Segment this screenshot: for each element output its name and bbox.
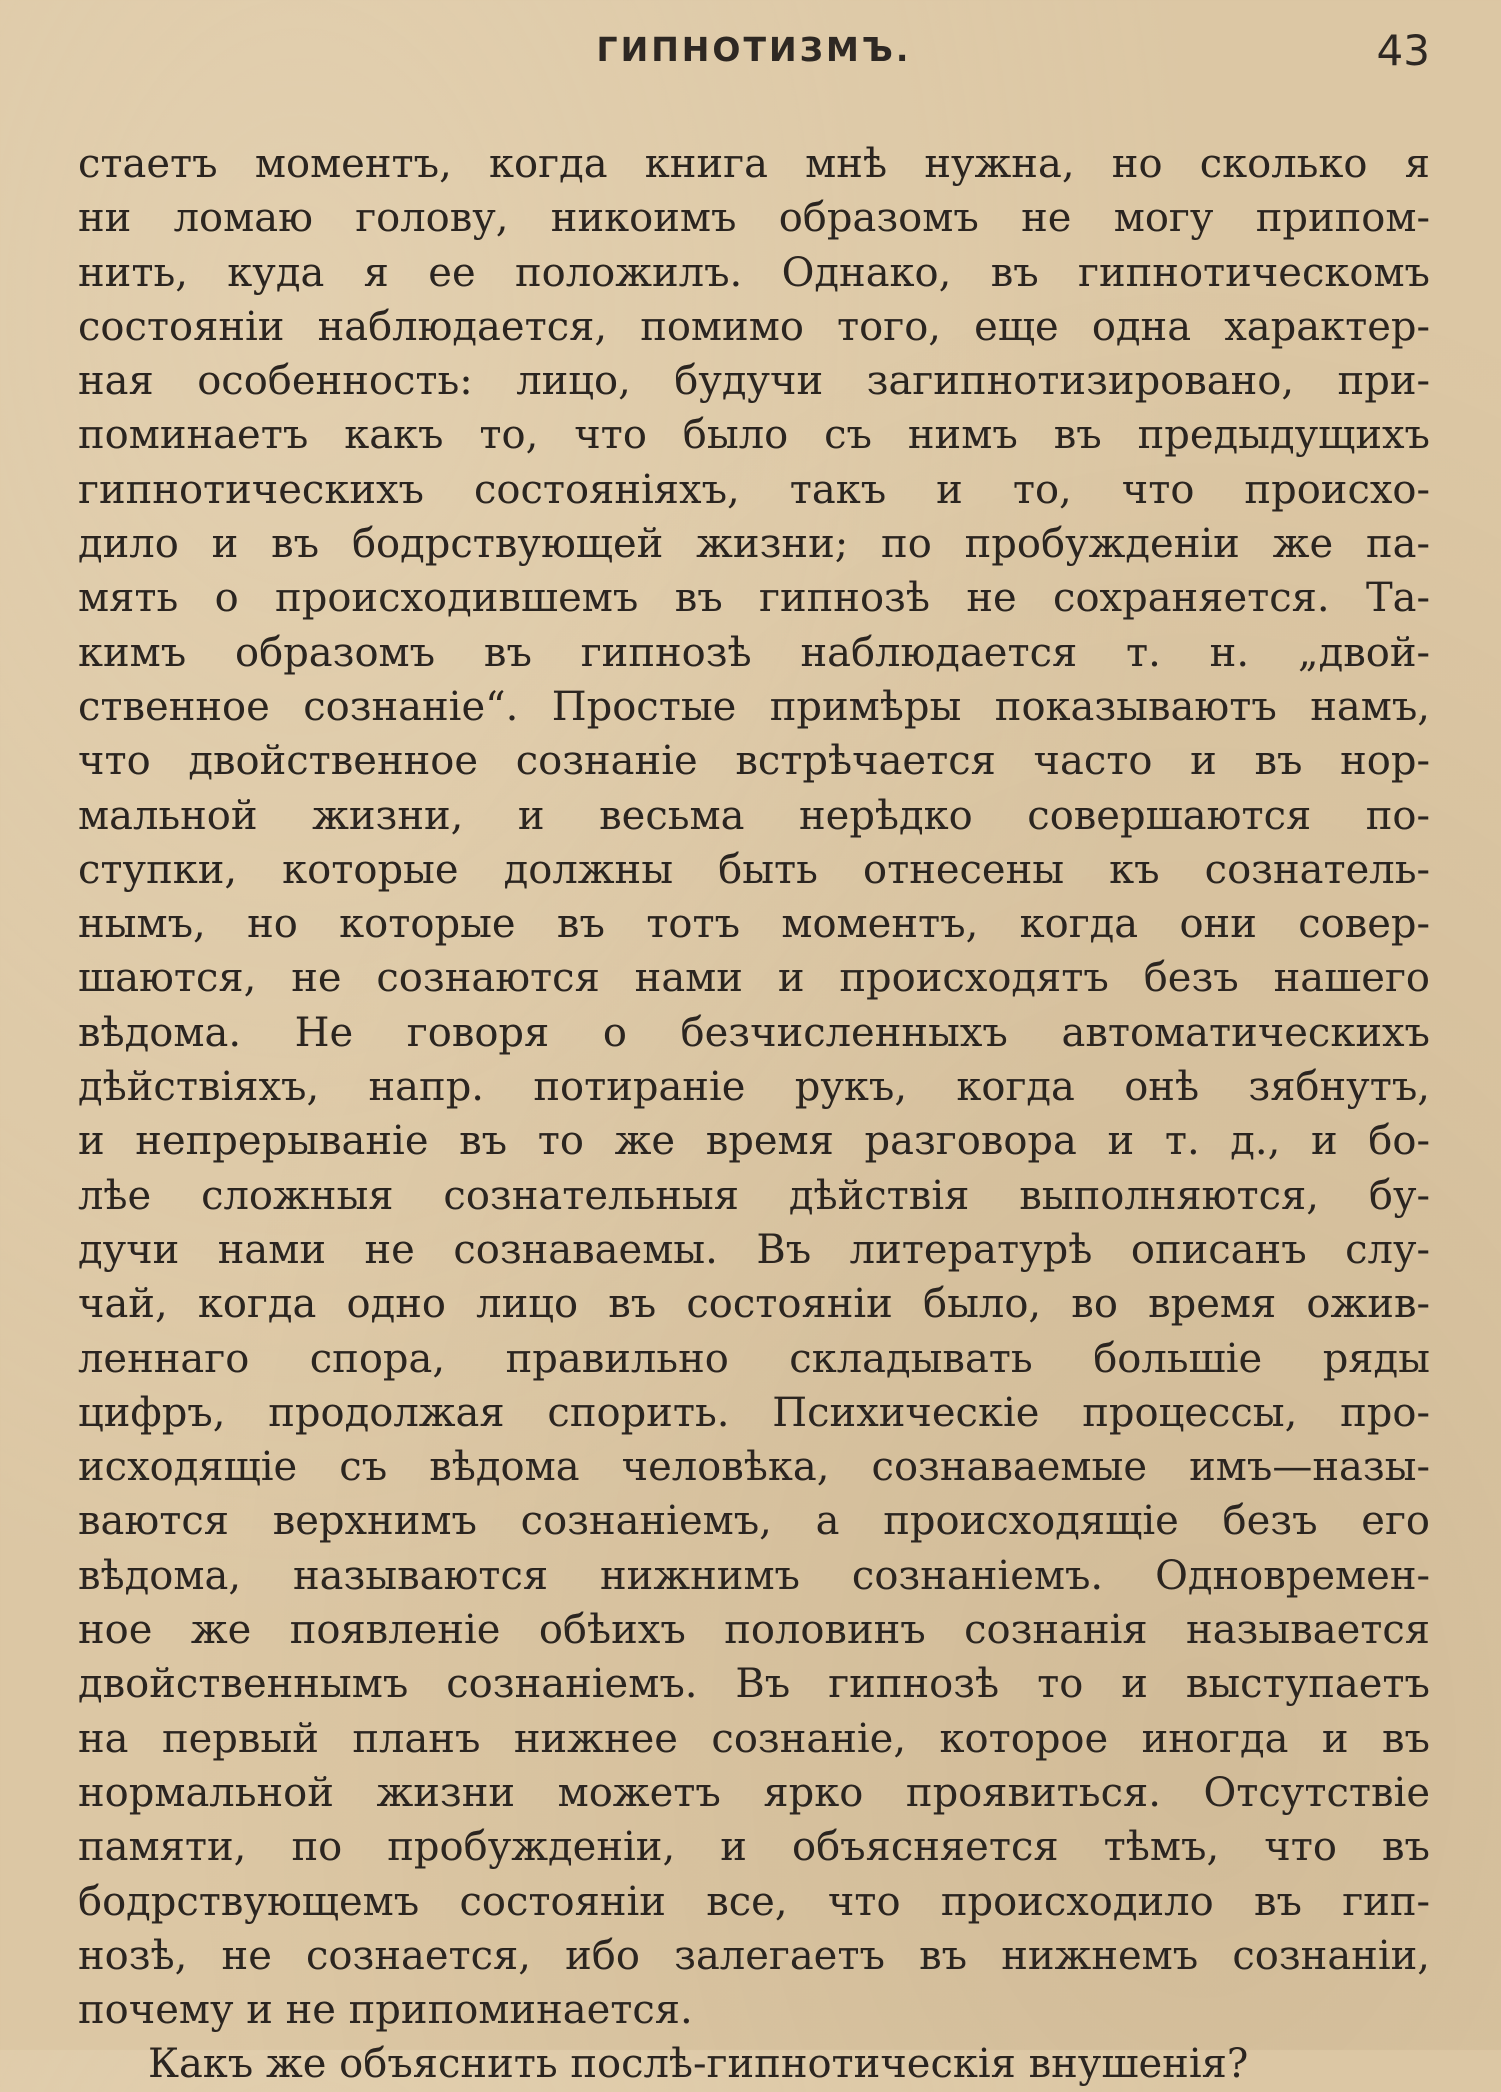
running-title: ГИПНОТИЗМЪ. <box>596 30 912 69</box>
text-line: дѣйствіяхъ, напр. потираніе рукъ, когда онѣ зябнутъ, <box>78 1064 1430 1111</box>
text-line: двойственнымъ сознаніемъ. Въ гипнозѣ то и выступаетъ <box>78 1661 1430 1708</box>
text-line: состояніи наблюдается, помимо того, еще одна характер- <box>78 303 1430 350</box>
text-line: почему и не припоминается. <box>78 1987 693 2034</box>
text-line: ственное сознаніе“. Простые примѣры показываютъ намъ, <box>78 683 1430 730</box>
text-line: лѣе сложныя сознательныя дѣйствія выполняются, бу- <box>78 1172 1430 1219</box>
page-number: 43 <box>1376 26 1430 75</box>
text-line: исходящіе съ вѣдома человѣка, сознаваемые имъ—назы- <box>78 1444 1430 1491</box>
text-line: Какъ же объяснить послѣ-гипнотическія внушенія? <box>148 2041 1249 2088</box>
text-line: нормальной жизни можетъ ярко проявиться. Отсутствіе <box>78 1769 1430 1816</box>
text-line: гипнотическихъ состояніяхъ, такъ и то, что происхо- <box>78 466 1430 513</box>
text-line: стаетъ моментъ, когда книга мнѣ нужна, но сколько я <box>78 141 1430 187</box>
text-line: что двойственное сознаніе встрѣчается часто и въ нор- <box>78 738 1430 785</box>
text-line: нозѣ, не сознается, ибо залегаетъ въ нижнемъ сознаніи, <box>78 1932 1430 1979</box>
text-line: и непрерываніе въ то же время разговора и т. д., и бо- <box>78 1118 1430 1165</box>
text-line: ное же появленіе обѣихъ половинъ сознанія называется <box>78 1607 1430 1654</box>
text-line: шаются, не сознаются нами и происходятъ безъ нашего <box>78 955 1430 1002</box>
body-text <box>78 137 1430 2092</box>
text-line: дило и въ бодрствующей жизни; по пробужденіи же па- <box>78 521 1430 568</box>
text-line: цифръ, продолжая спорить. Психическіе процессы, про- <box>78 1389 1430 1436</box>
text-line: ная особенность: лицо, будучи загипнотизировано, при- <box>78 358 1430 405</box>
text-line: ни ломаю голову, никоимъ образомъ не могу припом- <box>78 195 1430 242</box>
text-line: нить, куда я ее положилъ. Однако, въ гипнотическомъ <box>78 249 1430 296</box>
text-line: чай, когда одно лицо въ состояніи было, во время ожив- <box>78 1281 1430 1328</box>
running-head <box>78 26 1430 90</box>
text-line: ступки, которые должны быть отнесены къ сознатель- <box>78 846 1430 893</box>
text-line: мальной жизни, и весьма нерѣдко совершаются по- <box>78 792 1430 839</box>
text-line: вѣдома. Не говоря о безчисленныхъ автоматическихъ <box>78 1009 1430 1056</box>
text-line: нымъ, но которые въ тотъ моментъ, когда они совер- <box>78 901 1430 948</box>
text-line: кимъ образомъ въ гипнозѣ наблюдается т. н. „двой- <box>78 629 1430 676</box>
text-line: вѣдома, называются нижнимъ сознаніемъ. Одновремен- <box>78 1552 1430 1599</box>
text-line: леннаго спора, правильно складывать большіе ряды <box>78 1335 1430 1382</box>
text-line: поминаетъ какъ то, что было съ нимъ въ предыдущихъ <box>78 412 1430 459</box>
text-line: дучи нами не сознаваемы. Въ литературѣ описанъ слу- <box>78 1226 1430 1273</box>
text-line: памяти, по пробужденіи, и объясняется тѣмъ, что въ <box>78 1824 1430 1871</box>
text-line: на первый планъ нижнее сознаніе, которое иногда и въ <box>78 1715 1430 1762</box>
text-line: мять о происходившемъ въ гипнозѣ не сохраняется. Та- <box>78 575 1430 622</box>
text-line: бодрствующемъ состояніи все, что происходило въ гип- <box>78 1878 1430 1925</box>
text-line: ваются верхнимъ сознаніемъ, а происходящіе безъ его <box>78 1498 1430 1545</box>
